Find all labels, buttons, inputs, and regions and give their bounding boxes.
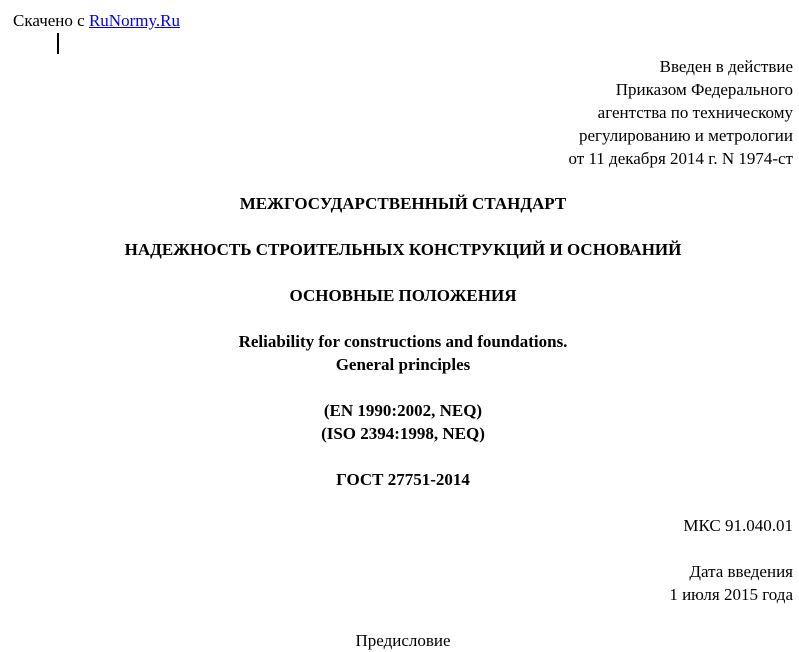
downloaded-from-line: [13, 9, 180, 32]
standard-type-heading: МЕЖГОСУДАРСТВЕННЫЙ СТАНДАРТ: [239, 194, 567, 213]
reference-iso: (ISO 2394:1998, NEQ): [321, 424, 485, 443]
foreword-heading: Предисловие: [355, 631, 451, 650]
introduction-date: 1 июля 2015 года: [669, 585, 793, 604]
reference-en: (EN 1990:2002, NEQ): [323, 401, 483, 420]
text-cursor: [57, 33, 59, 54]
main-title-heading: НАДЕЖНОСТЬ СТРОИТЕЛЬНЫХ КОНСТРУКЦИЙ И ОСНОВАНИЙ: [124, 240, 682, 259]
runormy-link[interactable]: RuNormy.Ru: [88, 11, 180, 30]
introduction-date-label: Дата введения: [689, 562, 793, 581]
english-title-line1: Reliability for constructions and foundations.: [238, 332, 568, 351]
downloaded-prefix: Скачено с: [13, 11, 89, 30]
enactment-line: регулированию и метрологии: [578, 126, 793, 145]
enactment-line: Введен в действие: [659, 57, 793, 76]
subtitle-heading: ОСНОВНЫЕ ПОЛОЖЕНИЯ: [289, 286, 517, 305]
enactment-line: агентства по техническому: [597, 103, 793, 122]
gost-number: ГОСТ 27751-2014: [336, 470, 470, 489]
mks-code: МКС 91.040.01: [683, 516, 793, 535]
english-title-line2: General principles: [335, 355, 471, 374]
enactment-block: [568, 55, 793, 170]
enactment-line: от 11 декабря 2014 г. N 1974-ст: [568, 149, 793, 168]
enactment-line: Приказом Федерального: [615, 80, 793, 99]
